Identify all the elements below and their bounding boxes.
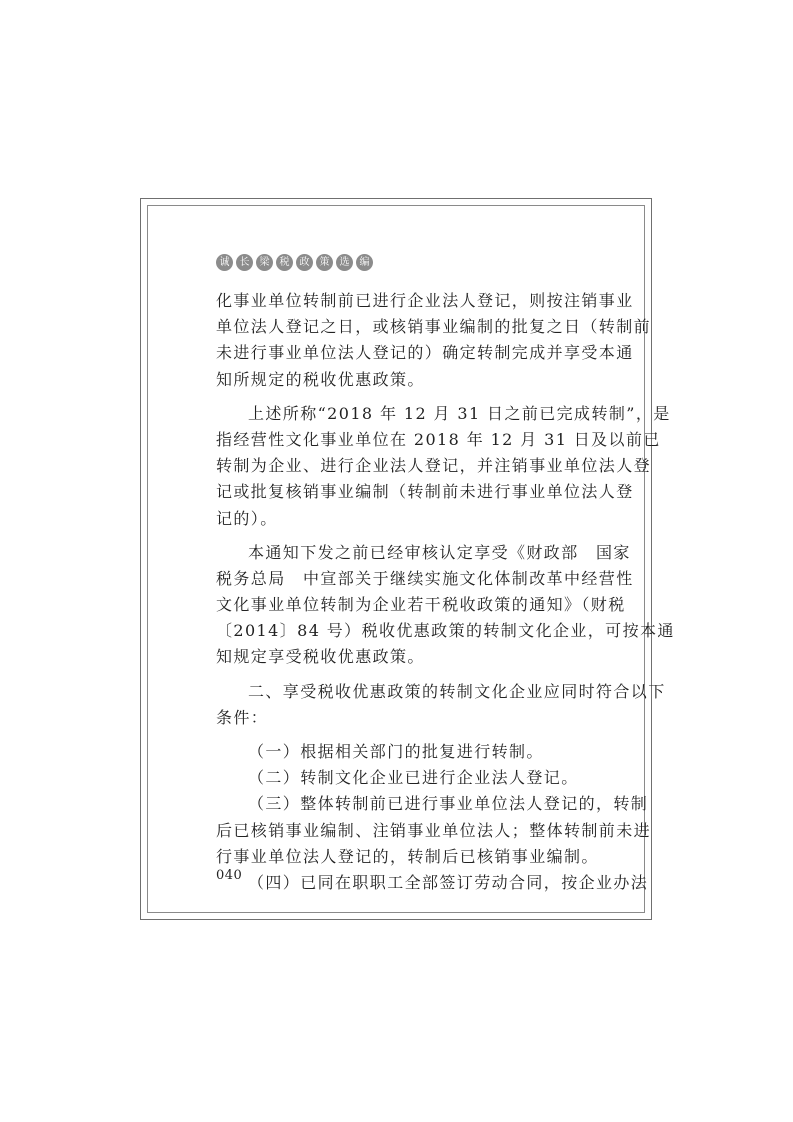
header-seal-char: 编 <box>356 254 373 271</box>
text-line: 〔2014〕84 号）税收优惠政策的转制文化企业，可按本通 <box>216 621 675 641</box>
text-line: 指经营性文化事业单位在 2018 年 12 月 31 日及以前已 <box>216 429 661 449</box>
paragraph <box>216 870 649 896</box>
paragraph <box>216 401 671 532</box>
text-line: 条件： <box>216 707 269 727</box>
header-seal-char: 梁 <box>256 254 273 271</box>
text-line: 税务总局 中宣部关于继续实施文化体制改革中经营性 <box>216 568 634 588</box>
text-line: 化事业单位转制前已进行企业法人登记，则按注销事业 <box>216 291 634 310</box>
text-line: 知所规定的税收优惠政策。 <box>216 369 425 389</box>
header-seal-char: 诚 <box>216 254 233 271</box>
text-line: 单位法人登记之日，或核销事业编制的批复之日（转制前 <box>216 317 652 337</box>
text-line: 本通知下发之前已经审核认定享受《财政部 国家 <box>248 542 631 562</box>
text-line: 知规定享受税收优惠政策。 <box>216 647 425 667</box>
text-line: （一）根据相关部门的批复进行转制。 <box>248 742 544 761</box>
text-line: 上述所称“2018 年 12 月 31 日之前已完成转制”，是 <box>248 403 671 423</box>
text-line: 行事业单位法人登记的，转制后已核销事业编制。 <box>216 846 599 866</box>
text-line: 二、享受税收优惠政策的转制文化企业应同时符合以下 <box>248 681 666 701</box>
text-line: 后已核销事业编制、注销事业单位法人；整体转制前未进 <box>216 820 652 840</box>
running-header <box>216 254 373 271</box>
text-line: 记或批复核销事业编制（转制前未进行事业单位法人登 <box>216 482 634 502</box>
header-seal-char: 税 <box>276 254 293 271</box>
text-line: 未进行事业单位法人登记的）确定转制完成并享受本通 <box>216 343 634 363</box>
header-seal-char: 选 <box>336 254 353 271</box>
paragraph <box>216 540 675 671</box>
page-number: 040 <box>216 868 243 883</box>
body-text <box>216 288 675 896</box>
paragraph <box>216 679 666 731</box>
text-line: （三）整体转制前已进行事业单位法人登记的，转制 <box>248 794 649 814</box>
text-line: （二）转制文化企业已进行企业法人登记。 <box>248 768 579 788</box>
text-line: （四）已同在职职工全部签订劳动合同，按企业办法 <box>248 872 649 892</box>
header-seal-char: 政 <box>296 254 313 271</box>
paragraph <box>216 791 652 870</box>
text-line: 文化事业单位转制为企业若干税收政策的通知》（财税 <box>216 595 626 615</box>
text-line: 转制为企业、进行企业法人登记，并注销事业单位法人登 <box>216 456 652 476</box>
text-line: 记的）。 <box>216 508 278 528</box>
paragraph <box>216 288 652 393</box>
header-seal-char: 长 <box>236 254 253 271</box>
paragraph <box>216 739 568 765</box>
paragraph <box>216 765 579 791</box>
header-seal-char: 策 <box>316 254 333 271</box>
